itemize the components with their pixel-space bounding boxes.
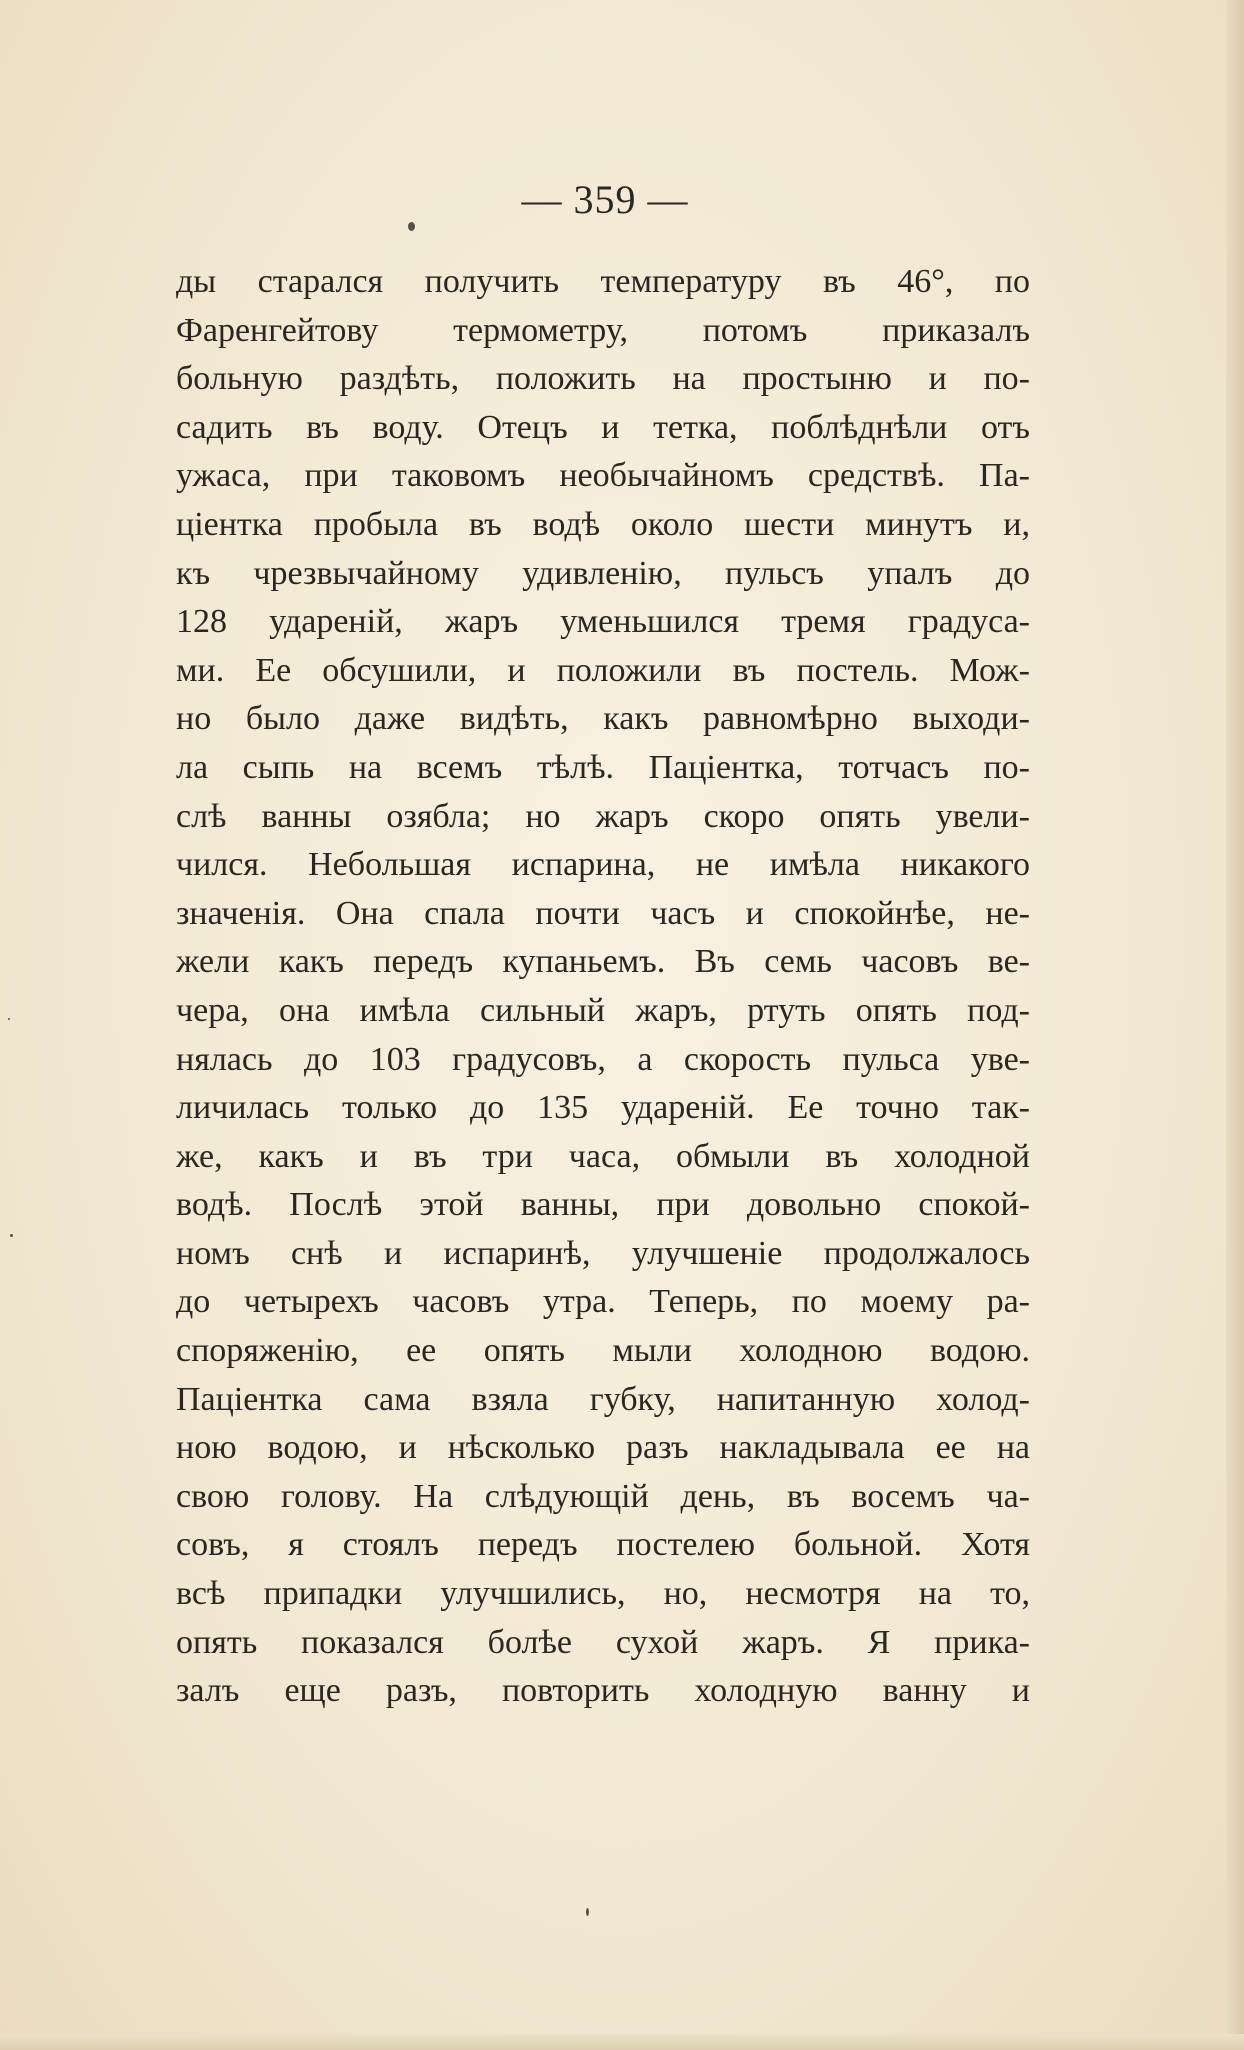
text-line: слѣ ванны озябла; но жаръ скоро опять увели- — [176, 797, 1030, 835]
page-edge-bottom — [0, 2034, 1244, 2050]
text-line: къ чрезвычайному удивленiю, пульсъ упалъ до — [176, 554, 1030, 592]
text-line: залъ еще разъ, повторить холодную ванну и — [176, 1672, 1030, 1710]
ink-speck — [8, 1018, 10, 1020]
text-line: чера, она имѣла сильный жаръ, ртуть опять под- — [176, 991, 1030, 1029]
ink-speck — [10, 1234, 13, 1237]
text-line: чился. Небольшая испарина, не имѣла никакого — [176, 846, 1030, 884]
text-line: ми. Ее обсушили, и положили въ постель. Мож- — [176, 651, 1030, 689]
text-line: ла сыпь на всемъ тѣлѣ. Пацiентка, тотчасъ по- — [176, 748, 1030, 786]
text-line: цiентка пробыла въ водѣ около шести минутъ и, — [176, 505, 1030, 543]
text-line: больную раздѣть, положить на простыню и по- — [176, 360, 1030, 398]
text-line: до четырехъ часовъ утра. Теперь, по моему ра- — [176, 1283, 1030, 1321]
text-line: опять показался болѣе сухой жаръ. Я прика- — [176, 1623, 1030, 1661]
ink-speck — [586, 1908, 589, 1916]
text-line: споряженiю, ее опять мыли холодною водою. — [176, 1332, 1030, 1370]
text-line: нялась до 103 градусовъ, а скорость пульса уве- — [176, 1040, 1030, 1078]
page-edge-right — [1226, 0, 1244, 2050]
page-number: — 359 — — [521, 177, 689, 222]
ink-speck — [408, 222, 415, 231]
text-line: жели какъ передъ купаньемъ. Въ семь часовъ ве- — [176, 943, 1030, 981]
body-text — [176, 258, 1030, 1716]
text-line: садить въ воду. Отецъ и тетка, поблѣднѣли отъ — [176, 408, 1030, 446]
text-line: Пацiентка сама взяла губку, напитанную холод- — [176, 1380, 1030, 1418]
text-line: но было даже видѣть, какъ равномѣрно выходи- — [176, 700, 1030, 738]
text-line: 128 ударенiй, жаръ уменьшился тремя градуса- — [176, 603, 1030, 641]
text-line: свою голову. На слѣдующiй день, въ восемъ ча- — [176, 1477, 1030, 1515]
text-line: ужаса, при таковомъ необычайномъ средствѣ. Па- — [176, 457, 1030, 495]
text-line: водѣ. Послѣ этой ванны, при довольно спокой- — [176, 1186, 1030, 1224]
text-line: ною водою, и нѣсколько разъ накладывала ее на — [176, 1429, 1030, 1467]
text-line: номъ снѣ и испаринѣ, улучшенiе продолжалось — [176, 1234, 1030, 1272]
text-line: Фаренгейтову термометру, потомъ приказалъ — [176, 311, 1030, 349]
text-line: совъ, я стоялъ передъ постелею больной. Хотя — [176, 1526, 1030, 1564]
text-line: ды старался получить температуру въ 46°, по — [176, 263, 1030, 300]
text-line: всѣ припадки улучшились, но, несмотря на то, — [176, 1575, 1030, 1613]
text-line: же, какъ и въ три часа, обмыли въ холодной — [176, 1137, 1030, 1175]
text-line: личилась только до 135 ударенiй. Ее точно так- — [176, 1089, 1030, 1127]
text-line: значенiя. Она спала почти часъ и спокойнѣе, не- — [176, 894, 1030, 932]
